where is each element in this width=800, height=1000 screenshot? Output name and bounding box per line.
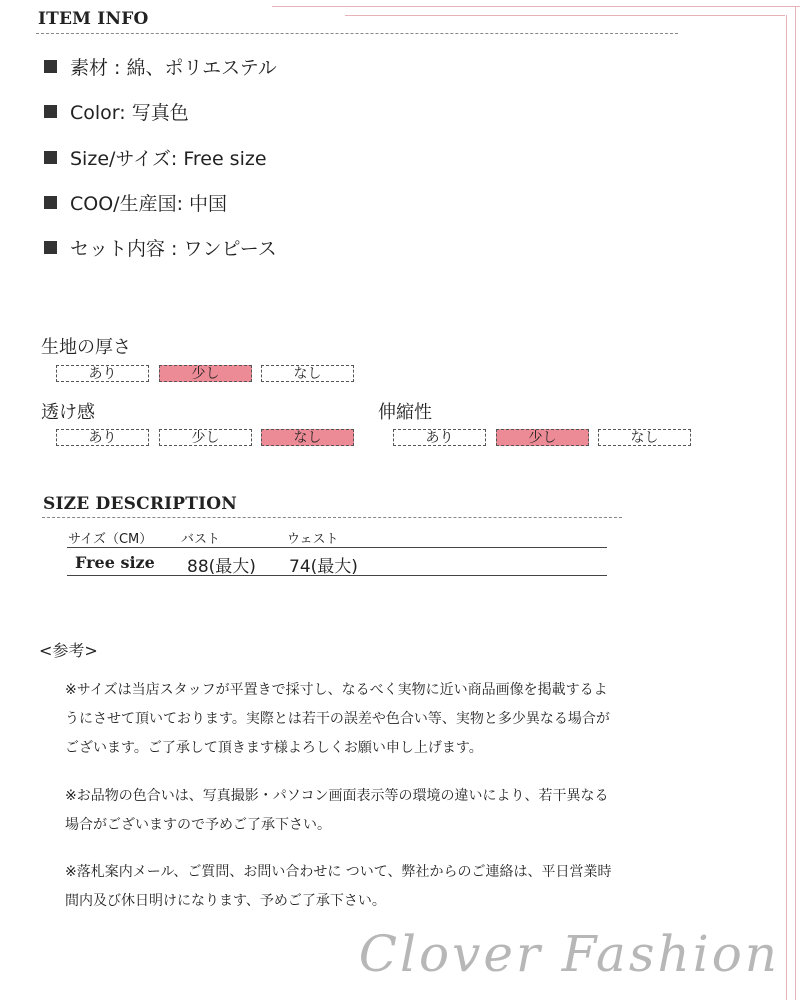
reference-paragraph-2 [65,782,705,840]
transparency-label: 透け感 [41,402,95,423]
reference-title: <参考> [39,641,98,660]
info-item-material [44,53,277,80]
table-cell-bust: 88(最大) [187,557,256,577]
reference-line: ※サイズは当店スタッフが平置きで採寸し、なるべく実物に近い商品画像を掲載するよ [65,682,608,698]
size-description-divider [42,517,622,518]
size-description-title: SIZE DESCRIPTION [43,494,238,514]
info-item-coo [44,189,227,216]
stretch-option: なし [598,429,691,446]
table-header-waist: ウェスト [287,532,339,547]
transparency-option: あり [56,429,149,446]
thickness-option: 少し [159,365,252,382]
stretch-option: 少し [496,429,589,446]
info-item-label: 素材 : 綿、ポリエステル [70,57,277,79]
info-item-color [44,98,189,125]
table-header-bust: バスト [181,532,221,547]
stretch-label: 伸縮性 [378,402,432,423]
frame-line-top-inner [345,15,785,16]
table-header-rule [67,547,607,548]
info-item-label: Color: 写真色 [70,102,189,124]
info-item-label: セット内容 : ワンピース [70,238,277,260]
reference-line: ※落札案内メール、ご質問、お問い合わせに ついて、弊社からのご連絡は、平日営業時 [65,864,612,880]
table-row-rule [67,575,607,576]
item-info-title: ITEM INFO [38,9,149,29]
frame-line-top [272,6,800,7]
bullet-square-icon [44,151,57,164]
thickness-option: なし [261,365,354,382]
transparency-option: 少し [159,429,252,446]
info-item-label: COO/生産国: 中国 [70,193,228,215]
bullet-square-icon [44,196,57,209]
transparency-option: なし [261,429,354,446]
thickness-option: あり [56,365,149,382]
brand-logo: Clover Fashion [358,925,780,983]
reference-line: 間内及び休日明けになります、予めご了承下さい。 [65,893,386,909]
thickness-label: 生地の厚さ [41,337,131,358]
bullet-square-icon [44,60,57,73]
table-cell-waist: 74(最大) [289,557,358,577]
item-info-divider [36,33,678,34]
reference-line: ございます。ご了承して頂きます様よろしくお願い申し上げます。 [65,740,483,756]
stretch-option: あり [393,429,486,446]
reference-line: ※お品物の色合いは、写真撮影・パソコン画面表示等の環境の違いにより、若干異なる [65,788,609,804]
reference-line: うにさせて頂いております。実際とは若干の誤差や色合い等、実物と多少異なる場合が [65,711,610,727]
info-item-set [44,234,277,261]
table-header-size: サイズ（CM） [68,532,153,547]
bullet-square-icon [44,105,57,118]
bullet-square-icon [44,241,57,254]
reference-line: 場合がございますので予めご了承下さい。 [65,817,331,833]
table-cell-size: Free size [75,553,155,572]
info-item-label: Size/サイズ: Free size [70,148,267,170]
reference-paragraph-3 [65,858,705,916]
reference-paragraph-1 [65,676,705,763]
info-item-size [44,144,267,171]
frame-line-right [795,6,796,1000]
frame-line-right-inner [786,15,787,1000]
